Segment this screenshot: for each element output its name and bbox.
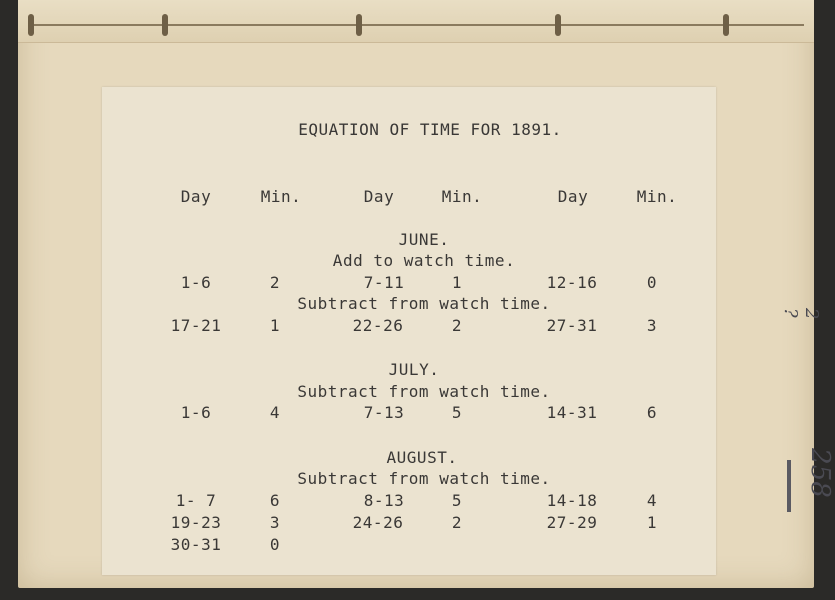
column-header: Day	[180, 187, 212, 206]
minutes: 3	[646, 316, 658, 335]
day-range: 17-21	[170, 316, 222, 335]
typed-sheet	[102, 87, 716, 575]
minutes: 4	[646, 491, 658, 510]
day-range: 1-6	[180, 403, 212, 422]
minutes: 2	[451, 316, 463, 335]
column-header: Min.	[441, 187, 483, 206]
subtract-note: Subtract from watch time.	[297, 382, 551, 401]
column-header: Day	[363, 187, 395, 206]
minutes: 6	[646, 403, 658, 422]
subtract-note: Subtract from watch time.	[297, 294, 551, 313]
day-range: 24-26	[352, 513, 404, 532]
minutes: 3	[269, 513, 281, 532]
binding-thread	[28, 24, 804, 26]
day-range: 14-31	[546, 403, 598, 422]
minutes: 4	[269, 403, 281, 422]
day-range: 19-23	[170, 513, 222, 532]
margin-note: 2 ?	[780, 308, 822, 320]
day-range: 14-18	[546, 491, 598, 510]
page-number: 258	[804, 448, 835, 498]
minutes: 0	[646, 273, 658, 292]
minutes: 1	[646, 513, 658, 532]
minutes: 1	[451, 273, 463, 292]
minutes: 0	[269, 535, 281, 554]
minutes: 5	[451, 403, 463, 422]
day-range: 12-16	[546, 273, 598, 292]
binding-stitch	[723, 14, 729, 36]
minutes: 2	[451, 513, 463, 532]
minutes: 5	[451, 491, 463, 510]
month-heading-june: JUNE.	[398, 230, 450, 249]
column-header: Min.	[260, 187, 302, 206]
column-header: Min.	[636, 187, 678, 206]
minutes: 2	[269, 273, 281, 292]
day-range: 30-31	[170, 535, 222, 554]
month-heading-july: JULY.	[388, 360, 440, 379]
document-title: EQUATION OF TIME FOR 1891.	[298, 120, 562, 139]
day-range: 8-13	[363, 491, 405, 510]
day-range: 7-11	[363, 273, 405, 292]
month-heading-august: AUGUST.	[386, 448, 458, 467]
day-range: 1-6	[180, 273, 212, 292]
day-range: 27-29	[546, 513, 598, 532]
margin-mark	[787, 460, 791, 512]
binding-stitch	[28, 14, 34, 36]
day-range: 7-13	[363, 403, 405, 422]
minutes: 6	[269, 491, 281, 510]
day-range: 27-31	[546, 316, 598, 335]
subtract-note: Subtract from watch time.	[297, 469, 551, 488]
column-header: Day	[557, 187, 589, 206]
day-range: 1- 7	[175, 491, 217, 510]
minutes: 1	[269, 316, 281, 335]
add-note: Add to watch time.	[332, 251, 516, 270]
binding-stitch	[555, 14, 561, 36]
binding-stitch	[356, 14, 362, 36]
binding-stitch	[162, 14, 168, 36]
notebook-binding	[18, 0, 814, 43]
day-range: 22-26	[352, 316, 404, 335]
